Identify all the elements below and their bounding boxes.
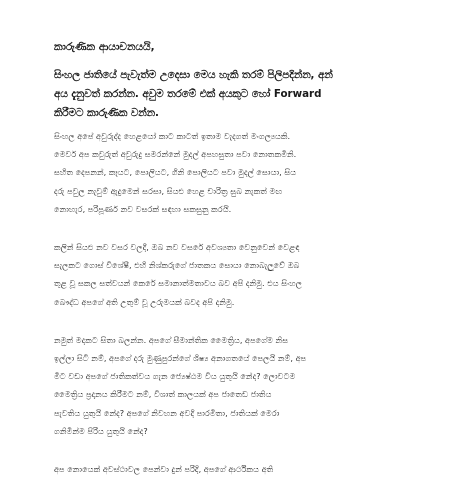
- intro-line: කිරීමට කාරුණික වන්න.: [54, 107, 159, 119]
- salutation: කාරුණික ආයාචනයයි,: [54, 41, 155, 53]
- paragraph-line: නොහැර, පරිපූර්ණ නව වසරක් සඳහා සකසුනු කරයි.: [54, 203, 232, 214]
- paragraph-line: මෙවර් අප කවුරුත් අවුරුදු සමරන්නේ මුදල් අපහසුතා පවා නොතකමිනි.: [54, 149, 297, 160]
- paragraph-line: සැලකට ගොස් විශේෂී, එහි නිශ්කරුගේ ජාතකය සොයා නොබැලුවේ ඔබ: [54, 260, 300, 271]
- intro-bold-block: [54, 66, 403, 123]
- paragraph-past-years: [54, 238, 403, 311]
- paragraph-line: තුළ වූ සකල සත්වයන් කෙරේ සමානාත්මතාවය බව අපි දනිමු. එය සිංහල: [54, 278, 302, 289]
- paragraph-line: අප නොයෙක් අවස්ථාවල පෙන්වා දුන් පරිදි, අපගේ ආර්ථිකය අති: [54, 464, 274, 475]
- paragraph-line: බෞද්ධ අපගේ අති උතුම් වූ උරුමයක් බවද අපි දනිමු.: [54, 296, 235, 307]
- paragraph-line: සිංහල අපේ අවුරුද්ද හෙළයෝ කාට කාටත් ඉතාම වැදගත් මංගල්‍යයකි.: [54, 131, 291, 141]
- paragraph-line: ඉල්ලා සිටි නම්, අපගේ දරු මුණුපුරන්ගේ ශිෂ්‍ය අනාගතයේ පෙලයි නම්, අප: [54, 353, 307, 364]
- paragraph-line: මෛත්‍රිය ප්‍රදානය කිරීමට නම්, විශාත් කාලයක් අප ජාතෙඩ ජාතිය: [54, 389, 272, 400]
- paragraph-economy: [54, 460, 403, 478]
- intro-line: සිංහල ජාතියේ පැවැත්ම උදෙසා මෙය හැකි තරම් පිලිපදින්න, අන්: [54, 69, 333, 81]
- paragraph-line: ගනිමින්ම පිරිය යුතුයි නේද?: [54, 425, 148, 436]
- paragraph-line: කලින් සියළු නව වසර වලදී, ඔබ නව වසරේ අවශ්‍යතා වෙනුවෙන් වෙළඳ: [54, 242, 300, 253]
- paragraph-line: දරු පවුල නැවුම් ඇදුමෙන් සරසා, සියළු හෙළ චාරිත්‍ර සුබ නැකත් මඟ: [54, 185, 283, 196]
- paragraph-new-year: [54, 127, 403, 218]
- paragraph-line: මීට වඩා අපගේ ජාතිකත්වය ගැන ජ්‍යෙෂ්ඨම විය යුතුයි නේද? ලොවටම: [54, 371, 296, 382]
- paragraph-line: පැවතිය යුතුයි නේද? අපගේ නිවහන අවදි පාරමිතා, ජාතියක් මෙරා: [54, 407, 280, 418]
- paragraph-line: නමුත් මදකට සිතා බලන්න. අපගේ සීමාන්තික මෛත්‍රිය, අපගේම නිස: [54, 334, 289, 345]
- paragraph-line: සහිත දෙපනන්, කෑයට, පොලියට, ගිනි පොලියට පවා මුදල් සොයා, සිය: [54, 167, 297, 178]
- paragraph-reflection: [54, 331, 403, 440]
- intro-line: අය දැනුවත් කරන්න. අවුම තරමේ එක් අයකුට හෝ Forward: [54, 88, 322, 100]
